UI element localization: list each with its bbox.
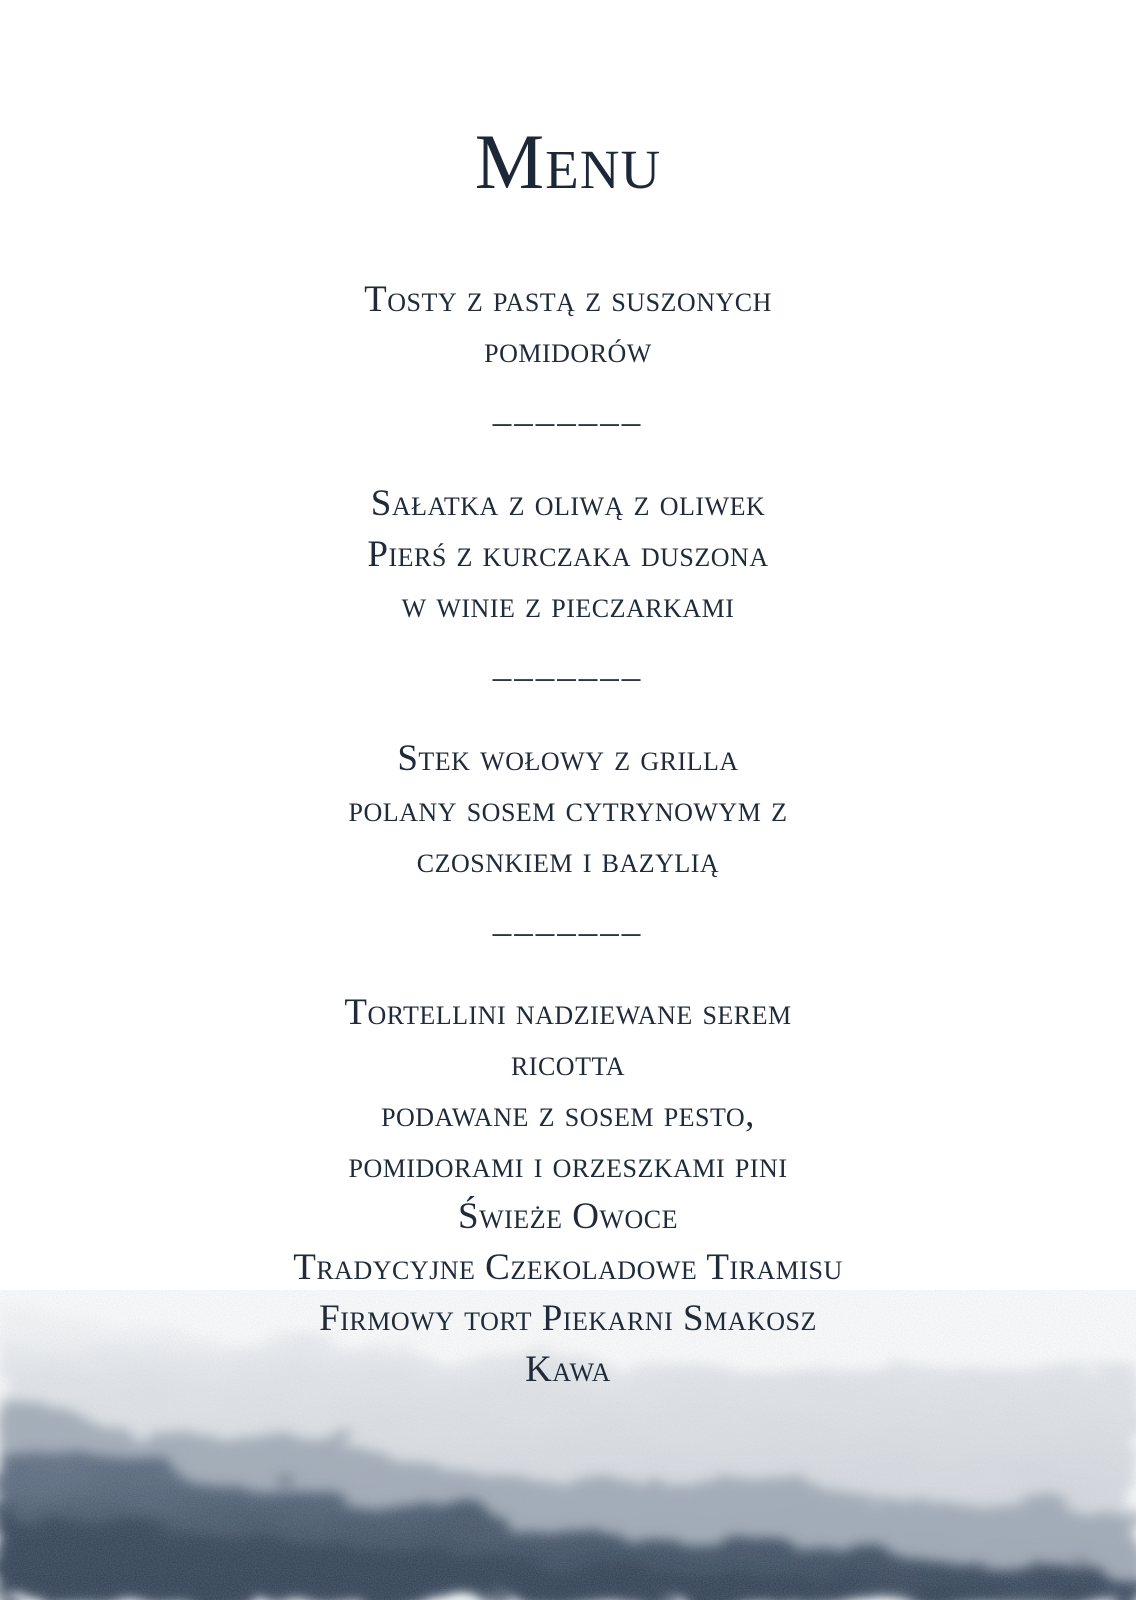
menu-line: pomidorami i orzeszkami pini [348, 1145, 788, 1186]
menu-line: Firmowy tort Piekarni Smakosz [319, 1298, 817, 1339]
menu-line: Świeże Owoce [458, 1196, 678, 1237]
menu-line: Pierś z kurczaka duszona [367, 534, 769, 575]
menu-line: Tosty z pastą z suszonych [364, 279, 772, 320]
menu-section-salad-chicken [0, 478, 1136, 631]
menu-line: podawane z sosem pesto, [381, 1094, 755, 1135]
menu-line: Sałatka z oliwą z oliwek [370, 483, 766, 524]
menu-line: czosnkiem i bazylią [416, 840, 720, 881]
menu-line: w winie z pieczarkami [401, 585, 735, 626]
menu-section-starter [0, 274, 1136, 376]
menu-line: pomidorów [484, 330, 652, 371]
menu-section-steak [0, 733, 1136, 886]
menu-line: Tortellini nadziewane serem [344, 992, 792, 1033]
menu-line: Kawa [525, 1349, 611, 1390]
section-divider: _______ [492, 389, 644, 430]
menu-line: polany sosem cytrynowym z [348, 789, 788, 830]
menu-title: Menu [474, 118, 662, 205]
menu-section-pasta-dessert [0, 987, 1136, 1395]
menu-line: ricotta [510, 1043, 626, 1084]
menu-line: Tradycyjne Czekoladowe Tiramisu [293, 1247, 843, 1288]
section-divider: _______ [492, 644, 644, 685]
section-divider: _______ [492, 899, 644, 940]
menu-line: Stek wołowy z grilla [397, 738, 739, 779]
